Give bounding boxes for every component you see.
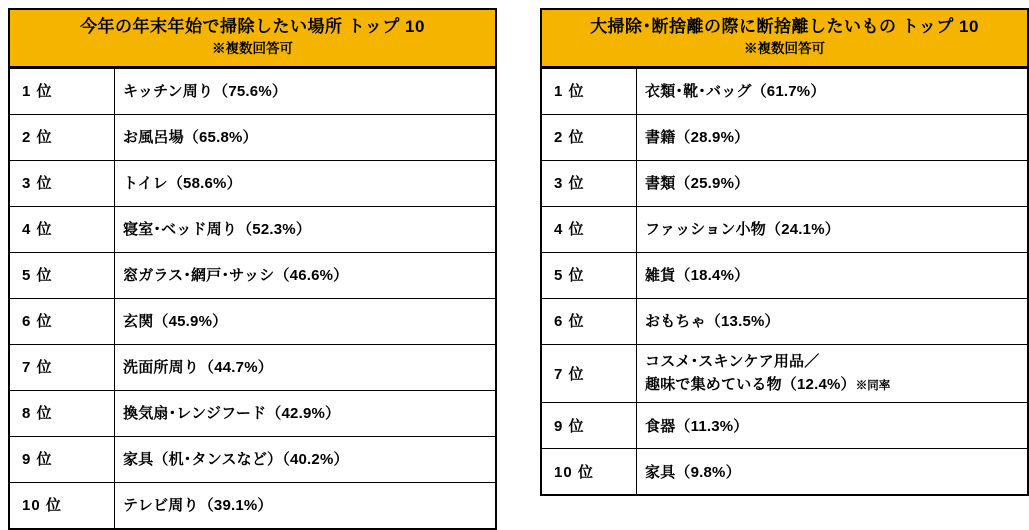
panel-cleaning-places: [8, 8, 497, 515]
panel-title-left: 今年の年末年始で掃除したい場所 トップ 10: [80, 17, 425, 36]
rank-value: テレビ周り（39.1%）: [115, 482, 497, 529]
rank-label: 7 位: [9, 344, 115, 390]
rank-label: 7 位: [541, 344, 637, 403]
rank-value-line1: コスメ･スキンケア用品／: [645, 352, 820, 370]
table-row: [9, 68, 496, 114]
rank-label: 5 位: [541, 252, 637, 298]
rank-value: 窓ガラス･網戸･サッシ（46.6%）: [115, 252, 497, 298]
table-row: [541, 160, 1028, 206]
table-row: [9, 206, 496, 252]
rank-label: 4 位: [9, 206, 115, 252]
rank-value: 食器（11.3%）: [637, 403, 1029, 449]
table-row: [541, 114, 1028, 160]
rank-label: 6 位: [9, 298, 115, 344]
rank-label: 6 位: [541, 298, 637, 344]
table-row: [9, 344, 496, 390]
rank-value: 玄関（45.9%）: [115, 298, 497, 344]
rank-label: 2 位: [9, 114, 115, 160]
rank-value: 家具（9.8%）: [637, 449, 1029, 496]
rank-value: ファッション小物（24.1%）: [637, 206, 1029, 252]
rank-label: 9 位: [541, 403, 637, 449]
table-row: [541, 252, 1028, 298]
rank-value: [637, 344, 1029, 403]
panel-title-right: 大掃除･断捨離の際に断捨離したいもの トップ 10: [590, 17, 979, 36]
rank-value: おもちゃ（13.5%）: [637, 298, 1029, 344]
table-row-tie: [541, 344, 1028, 403]
rank-value: 雑貨（18.4%）: [637, 252, 1029, 298]
rank-value: お風呂場（65.8%）: [115, 114, 497, 160]
rank-value: 寝室･ベッド周り（52.3%）: [115, 206, 497, 252]
table-row: [541, 403, 1028, 449]
ranking-table-left: [8, 68, 497, 530]
rank-value: 書籍（28.9%）: [637, 114, 1029, 160]
rank-label: 1 位: [9, 68, 115, 114]
panel-header-left: [8, 8, 497, 68]
rank-label: 3 位: [9, 160, 115, 206]
rank-label: 9 位: [9, 436, 115, 482]
rank-label: 1 位: [541, 68, 637, 114]
rank-label: 10 位: [9, 482, 115, 529]
table-row: [541, 449, 1028, 496]
tie-note: ※同率: [855, 380, 891, 393]
rank-value: 洗面所周り（44.7%）: [115, 344, 497, 390]
table-row: [9, 390, 496, 436]
table-row: [541, 298, 1028, 344]
rank-value: 衣類･靴･バッグ（61.7%）: [637, 68, 1029, 114]
rank-value: 書類（25.9%）: [637, 160, 1029, 206]
panel-declutter-items: [540, 8, 1029, 481]
rank-value-line2: 趣味で集めている物（12.4%）: [645, 376, 856, 394]
table-row: [9, 114, 496, 160]
rank-label: 10 位: [541, 449, 637, 496]
table-row: [541, 206, 1028, 252]
rank-label: 4 位: [541, 206, 637, 252]
rank-value: 換気扇･レンジフード（42.9%）: [115, 390, 497, 436]
panel-subtitle-left: ※複数回答可: [212, 41, 293, 57]
rank-label: 5 位: [9, 252, 115, 298]
panel-subtitle-right: ※複数回答可: [744, 41, 825, 57]
rank-label: 8 位: [9, 390, 115, 436]
panel-header-right: [540, 8, 1029, 68]
ranking-table-right: [540, 68, 1029, 497]
table-row: [9, 436, 496, 482]
rank-value: トイレ（58.6%）: [115, 160, 497, 206]
table-row: [9, 298, 496, 344]
table-row: [9, 252, 496, 298]
table-row: [9, 482, 496, 529]
rank-label: 3 位: [541, 160, 637, 206]
rank-label: 2 位: [541, 114, 637, 160]
table-row: [9, 160, 496, 206]
table-row: [541, 68, 1028, 114]
rank-value: キッチン周り（75.6%）: [115, 68, 497, 114]
rank-value: 家具（机･タンスなど）（40.2%）: [115, 436, 497, 482]
